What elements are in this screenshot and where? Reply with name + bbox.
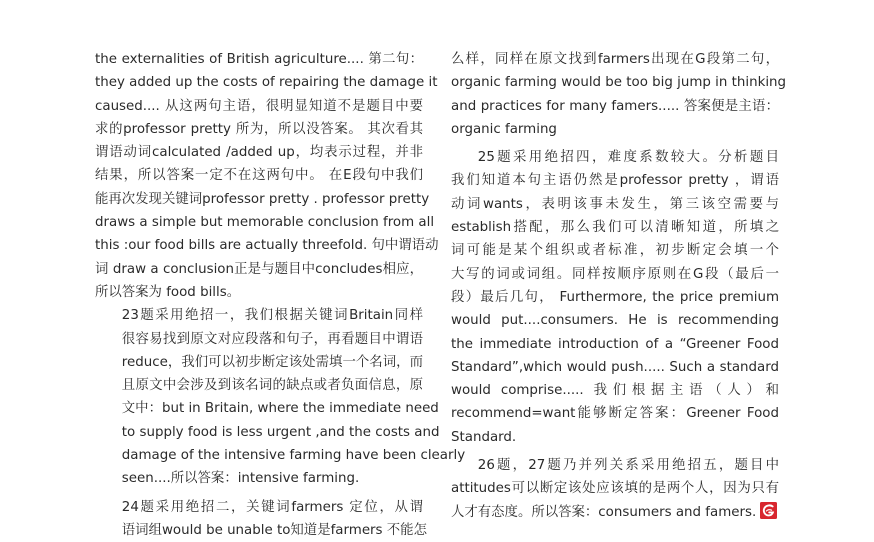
text-line: recommend=want能够断定答案：Greener Food: [451, 406, 779, 422]
text-line: the externalities of British agriculture.... 第二句：: [95, 52, 423, 67]
left-column: [95, 48, 466, 542]
text-line: they added up the costs of repairing the damage it: [95, 75, 438, 91]
text-line: 我们知道本句主语仍然是professor pretty ，谓语: [451, 173, 779, 189]
text-line: seen....所以答案：intensive farming.: [121, 471, 360, 487]
text-line: 求的professor pretty 所为，所以没答案。 其次看其: [95, 121, 423, 137]
text-line: 很容易找到原文对应段落和句子，再看题目中谓语: [121, 331, 423, 347]
text-line: 26题，27题乃并列关系采用绝招五，题目中: [477, 458, 779, 474]
text-line: 语词组would be unable to知道是farmers 不能怎: [121, 522, 427, 538]
text-line: organic farming would be too big jump in thinking: [451, 75, 787, 91]
text-line: 所以答案为 food bills。: [95, 284, 241, 300]
text-line: 大写的词或词组。同样按顺序原则在G段（最后一: [451, 266, 779, 282]
text-line: Standard”,which would push..... Such a standard: [451, 359, 779, 375]
paragraph-q25: [451, 146, 779, 449]
text-line: 且原文中会涉及到该名词的缺点或者负面信息，原: [121, 378, 423, 394]
text-line: the immediate introduction of a “Greener Food: [451, 336, 779, 352]
text-line-final: [451, 501, 779, 524]
paragraph-q26-q27: [451, 454, 779, 524]
text-line: establish搭配，那么我们可以清晰知道，所填之: [451, 220, 779, 236]
paragraph-q23: [95, 304, 466, 490]
text-line: damage of the intensive farming have been clearly: [121, 448, 466, 464]
text-line: 文中：but in Britain, where the immediate need: [121, 401, 439, 417]
text-line: reduce，我们可以初步断定该处需填一个名词，而: [121, 354, 423, 370]
text-line: 词 draw a conclusion正是与题目中concludes相应，: [95, 261, 423, 277]
text-line: caused.... 从这两句主语，很明显知道不是题目中要: [95, 98, 423, 114]
text-line: 词可能是某个组织或者标准，初步断定会填一个: [451, 243, 779, 259]
right-column: [451, 48, 787, 524]
text-line: 么样，同样在原文找到farmers出现在G段第二句，: [451, 52, 779, 67]
text-line: attitudes可以断定该处应该填的是两个人，因为只有: [451, 481, 779, 497]
text-line: 结果，所以答案一定不在这两句中。 在E段句中我们: [95, 168, 423, 184]
text-line: organic farming: [451, 121, 557, 137]
text-line: 24题采用绝招二，关键词farmers 定位，从谓: [121, 499, 423, 515]
text-line: draws a simple but memorable conclusion from all: [95, 215, 435, 231]
publisher-logo-icon: [760, 502, 777, 519]
text-line: this :our food bills are actually threefold. 句中谓语动: [95, 238, 439, 254]
paragraph-q24-cont: [451, 48, 787, 141]
text-line: and practices for many famers..... 答案便是主语：: [451, 98, 779, 114]
text-line: 23题采用绝招一，我们根据关键词Britain同样: [121, 308, 423, 324]
text-line: 动词wants，表明该事未发生，第三该空需要与: [451, 196, 779, 212]
text-line: would comprise..... 我们根据主语（人）和: [451, 383, 779, 399]
text-line: 25题采用绝招四，难度系数较大。分析题目: [477, 150, 779, 166]
paragraph-q22-cont: [95, 48, 439, 304]
final-text: 人才有态度。所以答案：consumers and famers.: [451, 504, 757, 520]
text-line: 谓语动词calculated /added up，均表示过程，并非: [95, 145, 423, 161]
text-line: to supply food is less urgent ,and the costs and: [121, 424, 440, 440]
text-line: would put....consumers. He is recommending: [451, 313, 779, 329]
paragraph-q24: [95, 496, 427, 542]
text-line: Standard.: [451, 429, 517, 445]
text-line: 能再次发现关键词professor pretty . professor pretty: [95, 191, 430, 207]
text-line: 段）最后几句， Furthermore, the price premium: [451, 289, 779, 305]
